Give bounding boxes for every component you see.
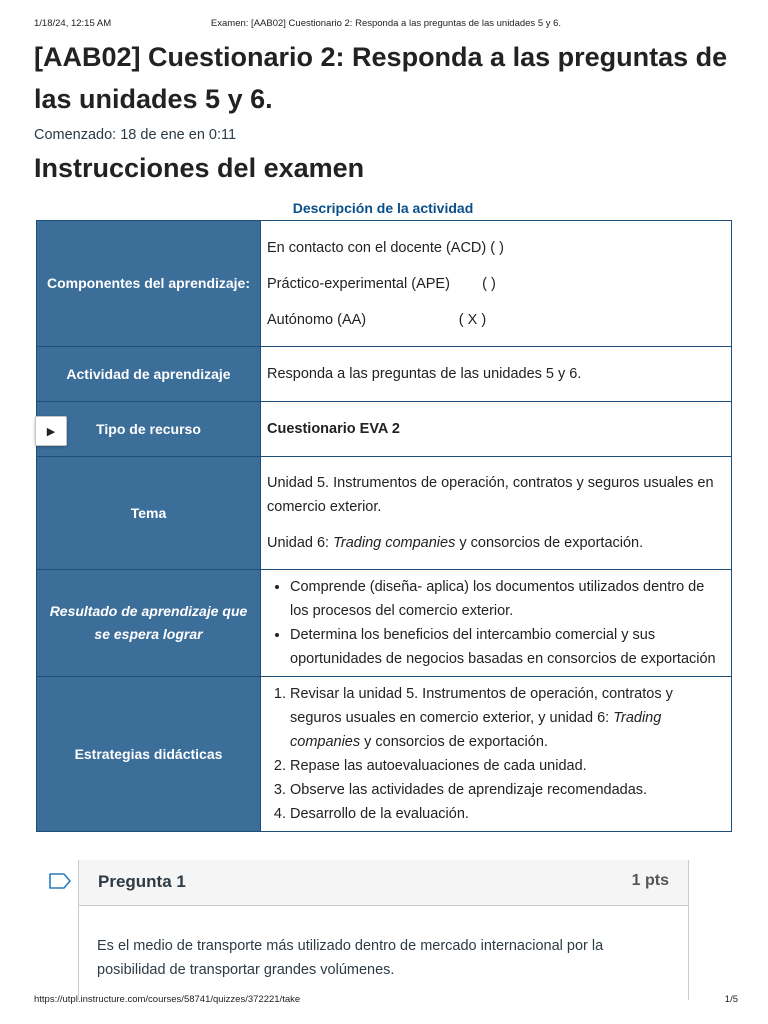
- question-title: Pregunta 1: [98, 872, 186, 891]
- estrategia-1-prefix: Revisar la unidad 5. Instrumentos de operación, contratos y seguros usuales en comercio exterior, y unidad 6:: [290, 686, 673, 726]
- play-icon: ▶: [46, 425, 56, 438]
- row-value-tema: [261, 457, 732, 570]
- list-item: • Determina los beneficios del intercambio comercial y sus oportunidades de negocios basadas en consorcios de exportación: [290, 623, 723, 671]
- started-timestamp: Comenzado: 18 de ene en 0:11: [34, 127, 237, 143]
- row-value-resultado: [261, 570, 732, 677]
- list-item: • Comprende (diseña- aplica) los documentos utilizados dentro de los procesos del comercio exterior.: [290, 575, 723, 623]
- table-row-tipo: [37, 402, 732, 457]
- table-row-tema: [37, 457, 732, 570]
- table-row-actividad: [37, 347, 732, 402]
- print-header: [34, 18, 738, 32]
- question-header: [79, 860, 688, 906]
- resultado-list: [267, 575, 723, 671]
- estrategias-list: [267, 682, 723, 826]
- tema-unidad-6-suffix: y consorcios de exportación.: [455, 535, 644, 551]
- row-label-tipo: Tipo de recurso: [37, 402, 261, 457]
- row-value-componentes: [261, 221, 732, 347]
- print-url: https://utpl.instructure.com/courses/58741/quizzes/372221/take: [34, 994, 301, 1005]
- table-row-estrategias: [37, 677, 732, 832]
- print-footer: [34, 994, 738, 1005]
- tema-unidad-6: [267, 531, 723, 555]
- list-item: [290, 682, 723, 754]
- page-number: 1/5: [724, 994, 738, 1005]
- bookmark-flag-icon[interactable]: [49, 873, 71, 889]
- tema-unidad-5: Unidad 5. Instrumentos de operación, contratos y seguros usuales en comercio exterior.: [267, 475, 714, 515]
- question-card: [78, 860, 689, 1000]
- table-row-componentes: [37, 221, 732, 347]
- componente-acd: En contacto con el docente (ACD) ( ): [267, 239, 504, 256]
- row-value-tipo: [261, 402, 732, 457]
- table-row-resultado: [37, 570, 732, 677]
- estrategia-1-italic: Trading companies: [290, 710, 662, 750]
- print-date: 1/18/24, 12:15 AM: [34, 18, 112, 29]
- activity-table: [36, 220, 732, 832]
- tema-unidad-6-prefix: Unidad 6:: [267, 535, 334, 551]
- componente-ape: Práctico-experimental (APE) ( ): [267, 275, 496, 292]
- play-button[interactable]: [35, 416, 67, 446]
- question-text: Es el medio de transporte más utilizado dentro de mercado internacional por la posibilidad de transportar grandes volúmenes.: [97, 938, 604, 978]
- instructions-heading: Instrucciones del examen: [34, 153, 365, 183]
- row-label-resultado: Resultado de aprendizaje que se espera lograr: [37, 570, 261, 677]
- row-value-estrategias: [261, 677, 732, 832]
- estrategia-1-suffix: y consorcios de exportación.: [360, 734, 548, 750]
- list-item: 2. Repase las autoevaluaciones de cada unidad.: [290, 754, 723, 778]
- list-item: 3. Observe las actividades de aprendizaje recomendadas.: [290, 778, 723, 802]
- componente-aa: Autónomo (AA) ( X ): [267, 311, 487, 328]
- list-item: 4. Desarrollo de la evaluación.: [290, 802, 723, 826]
- row-label-actividad: Actividad de aprendizaje: [37, 347, 261, 402]
- row-value-actividad: Responda a las preguntas de las unidades 5 y 6.: [261, 347, 732, 402]
- resource-type: Cuestionario EVA 2: [267, 421, 400, 437]
- row-label-componentes: Componentes del aprendizaje:: [37, 221, 261, 347]
- print-doc-title: Examen: [AAB02] Cuestionario 2: Responda a las preguntas de las unidades 5 y 6.: [210, 18, 562, 29]
- table-caption: Descripción de la actividad: [292, 200, 474, 216]
- question-points: 1 pts: [631, 872, 669, 889]
- row-label-estrategias: Estrategias didácticas: [37, 677, 261, 832]
- row-label-tema: Tema: [37, 457, 261, 570]
- quiz-title: [AAB02] Cuestionario 2: Responda a las preguntas de las unidades 5 y 6.: [34, 42, 728, 114]
- tema-unidad-6-italic: Trading companies: [333, 535, 456, 551]
